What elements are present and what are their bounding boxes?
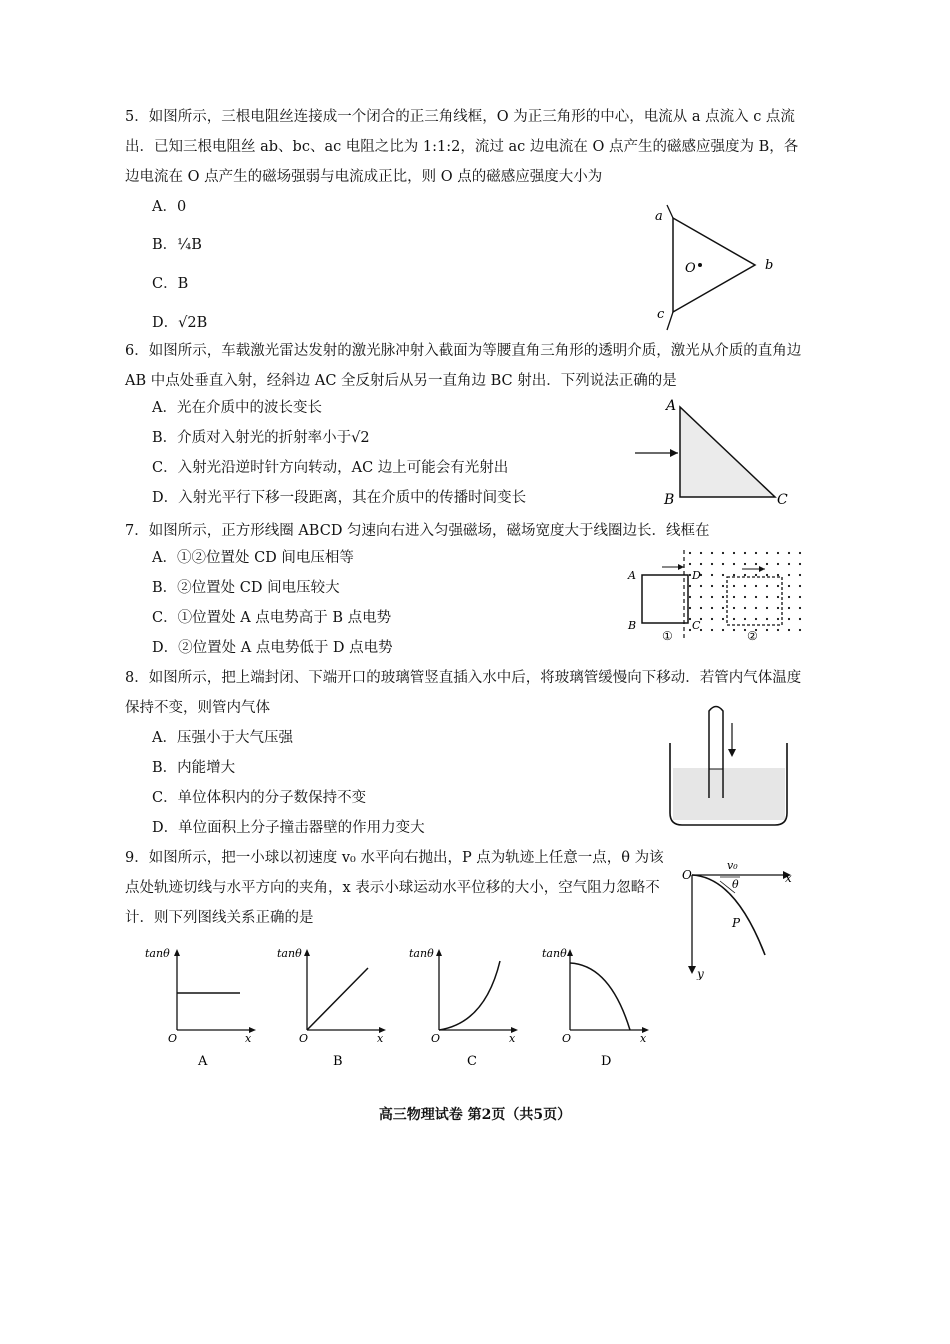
field-dot <box>766 607 768 609</box>
field-dot <box>799 618 801 620</box>
field-dot <box>777 574 779 576</box>
label-a: a <box>655 209 663 224</box>
q5-triangle-figure <box>645 200 785 340</box>
question-9 <box>125 843 670 933</box>
graph-d-letter: D <box>601 1054 612 1069</box>
graph-c-y-arrow-icon <box>436 949 442 956</box>
graph-b-ylabel: tanθ <box>277 947 302 960</box>
graph-d-curve <box>570 963 630 1030</box>
q6-option-a: A．光在介质中的波长变长 <box>152 400 322 416</box>
field-dot <box>722 574 724 576</box>
y-axis-arrow-icon <box>688 966 696 974</box>
page-footer: 高三物理试卷 第2页（共5页） <box>378 1107 572 1123</box>
graph-a-ylabel: tanθ <box>145 947 170 960</box>
field-dot <box>777 629 779 631</box>
label-B: B <box>664 492 675 508</box>
field-dot <box>744 618 746 620</box>
q7-option-a: A．①②位置处 CD 间电压相等 <box>152 550 354 566</box>
field-dot <box>777 585 779 587</box>
question-7 <box>125 516 805 546</box>
label-x: x <box>785 871 792 885</box>
graph-c <box>409 947 518 1069</box>
field-dot <box>689 563 691 565</box>
question-6 <box>125 336 805 396</box>
field-dot <box>711 563 713 565</box>
q6-option-b: B．介质对入射光的折射率小于√2 <box>152 430 370 446</box>
magnetic-field-dots <box>689 552 801 631</box>
label-A: A <box>628 569 636 582</box>
field-dot <box>700 552 702 554</box>
field-dot <box>755 552 757 554</box>
current-in-arrow <box>667 205 673 218</box>
graph-c-xlabel: x <box>509 1032 516 1045</box>
field-dot <box>755 574 757 576</box>
graph-c-curve <box>439 961 500 1030</box>
label-position-2: ② <box>747 629 758 643</box>
field-dot <box>722 618 724 620</box>
graph-d-origin: O <box>562 1032 572 1045</box>
field-dot <box>722 596 724 598</box>
label-B: B <box>628 619 637 632</box>
field-dot <box>799 629 801 631</box>
field-dot <box>766 618 768 620</box>
field-dot <box>766 629 768 631</box>
field-dot <box>755 585 757 587</box>
field-dot <box>733 607 735 609</box>
field-dot <box>722 585 724 587</box>
field-dot <box>744 607 746 609</box>
q8-beaker-figure <box>665 703 795 830</box>
field-dot <box>733 618 735 620</box>
q8-option-a: A．压强小于大气压强 <box>152 730 293 746</box>
label-theta: θ <box>732 878 739 891</box>
field-dot <box>733 563 735 565</box>
label-v0: v₀ <box>727 859 738 872</box>
question-9-stem: 9．如图所示，把一小球以初速度 v₀ 水平向右抛出，P 点为轨迹上任意一点，θ 为该点处轨迹切线与水平方向的夹角，x 表示小球运动水平位移的大小，空气阻力忽略不计．则下列图线关系正确的是 <box>125 850 664 926</box>
field-dot <box>689 607 691 609</box>
field-dot <box>711 552 713 554</box>
field-dot <box>733 629 735 631</box>
field-dot <box>700 607 702 609</box>
q5-option-d: D．√2B <box>152 315 208 331</box>
graph-a-letter: A <box>198 1054 208 1069</box>
q9-answer-graphs <box>140 943 665 1073</box>
field-dot <box>711 618 713 620</box>
coil-position-2 <box>727 577 782 625</box>
q8-option-c: C．单位体积内的分子数保持不变 <box>152 790 367 806</box>
field-dot <box>700 596 702 598</box>
q7-option-c: C．①位置处 A 点电势高于 B 点电势 <box>152 610 392 626</box>
label-position-1: ① <box>662 629 673 643</box>
field-dot <box>799 596 801 598</box>
field-dot <box>744 596 746 598</box>
question-5 <box>125 102 805 192</box>
label-c: c <box>657 307 665 322</box>
center-point <box>698 263 702 267</box>
field-dot <box>733 585 735 587</box>
label-D: D <box>692 569 701 582</box>
field-dot <box>766 596 768 598</box>
field-dot <box>755 607 757 609</box>
field-dot <box>689 574 691 576</box>
field-dot <box>711 585 713 587</box>
question-8-stem: 8．如图所示，把上端封闭、下端开口的玻璃管竖直插入水中后，将玻璃管缓慢向下移动．若管内气体温度保持不变，则管内气体 <box>125 670 802 716</box>
field-dot <box>722 629 724 631</box>
graph-a-xlabel: x <box>245 1032 252 1045</box>
field-dot <box>777 563 779 565</box>
label-P: P <box>732 916 741 930</box>
prism <box>680 407 775 497</box>
down-arrow-icon <box>728 749 736 757</box>
q7-option-b: B．②位置处 CD 间电压较大 <box>152 580 340 596</box>
graph-a <box>145 947 256 1069</box>
field-dot <box>755 563 757 565</box>
graph-c-origin: O <box>431 1032 441 1045</box>
label-o: O <box>685 261 696 276</box>
field-dot <box>744 629 746 631</box>
graph-b-curve <box>307 968 368 1030</box>
graph-d-ylabel: tanθ <box>542 947 567 960</box>
q5-option-b: B．¼B <box>152 237 202 253</box>
field-dot <box>744 552 746 554</box>
field-dot <box>733 574 735 576</box>
field-dot <box>733 552 735 554</box>
label-A: A <box>666 398 677 414</box>
question-6-stem: 6．如图所示，车载激光雷达发射的激光脉冲射入截面为等腰直角三角形的透明介质，激光从介质的直角边 AB 中点处垂直入射，经斜边 AC 全反射后从另一直角边 BC 射出．下列说法正确的是 <box>125 343 802 389</box>
graph-a-y-arrow-icon <box>174 949 180 956</box>
field-dot <box>755 596 757 598</box>
graph-d-xlabel: x <box>640 1032 647 1045</box>
field-dot <box>755 618 757 620</box>
field-dot <box>689 585 691 587</box>
graph-c-ylabel: tanθ <box>409 947 434 960</box>
q8-option-b: B．内能增大 <box>152 760 236 776</box>
field-dot <box>777 618 779 620</box>
label-C: C <box>777 492 788 508</box>
incident-arrow-icon <box>670 449 678 457</box>
field-dot <box>689 618 691 620</box>
field-dot <box>766 563 768 565</box>
field-dot <box>799 563 801 565</box>
graph-d-y-arrow-icon <box>567 949 573 956</box>
field-dot <box>788 596 790 598</box>
field-dot <box>777 596 779 598</box>
field-dot <box>788 552 790 554</box>
q6-option-c: C．入射光沿逆时针方向转动，AC 边上可能会有光射出 <box>152 460 509 476</box>
graph-a-origin: O <box>168 1032 178 1045</box>
field-dot <box>799 552 801 554</box>
graph-c-letter: C <box>467 1054 477 1069</box>
water <box>673 768 785 820</box>
label-y: y <box>697 967 704 980</box>
trajectory <box>692 875 765 955</box>
field-dot <box>733 596 735 598</box>
q6-option-d: D．入射光平行下移一段距离，其在介质中的传播时间变长 <box>152 490 527 506</box>
velocity-arrow-icon <box>678 564 684 570</box>
field-dot <box>788 629 790 631</box>
label-O: O <box>682 868 692 882</box>
graph-b-letter: B <box>333 1054 343 1069</box>
field-dot <box>711 574 713 576</box>
current-out-arrow <box>667 312 673 330</box>
field-dot <box>788 563 790 565</box>
field-dot <box>689 552 691 554</box>
field-dot <box>777 552 779 554</box>
graph-b <box>277 947 386 1069</box>
field-dot <box>711 607 713 609</box>
field-dot <box>744 585 746 587</box>
field-dot <box>799 574 801 576</box>
question-7-stem: 7．如图所示，正方形线圈 ABCD 匀速向右进入匀强磁场，磁场宽度大于线圈边长．线框在 <box>125 523 710 539</box>
field-dot <box>744 563 746 565</box>
field-dot <box>711 629 713 631</box>
field-dot <box>689 596 691 598</box>
question-5-stem: 5．如图所示，三根电阻丝连接成一个闭合的正三角线框，O 为正三角形的中心，电流从 a 点流入 c 点流出．已知三根电阻丝 ab、bc、ac 电阻之比为 1:1:2，流过 ac 边电流在 O 点产生的磁感应强度为 B，各边电流在 O 点产生的磁场强弱与电流成正比，则 O 点的磁感应强度大小为 <box>125 109 799 185</box>
field-dot <box>777 607 779 609</box>
field-dot <box>788 618 790 620</box>
field-dot <box>722 607 724 609</box>
field-dot <box>799 607 801 609</box>
field-dot <box>788 585 790 587</box>
label-b: b <box>765 258 774 273</box>
label-C: C <box>692 619 701 632</box>
field-dot <box>689 629 691 631</box>
field-dot <box>788 607 790 609</box>
field-dot <box>711 596 713 598</box>
field-dot <box>799 585 801 587</box>
field-dot <box>744 574 746 576</box>
graph-b-origin: O <box>299 1032 309 1045</box>
coil-position-1 <box>642 575 688 623</box>
field-dot <box>766 585 768 587</box>
graph-b-xlabel: x <box>377 1032 384 1045</box>
field-dot <box>700 563 702 565</box>
q6-prism-figure <box>630 395 800 510</box>
field-dot <box>700 585 702 587</box>
field-dot <box>722 563 724 565</box>
field-dot <box>722 552 724 554</box>
field-dot <box>788 574 790 576</box>
q5-option-c: C．B <box>152 276 189 292</box>
graph-b-y-arrow-icon <box>304 949 310 956</box>
q7-option-d: D．②位置处 A 点电势低于 D 点电势 <box>152 640 393 656</box>
field-dot <box>766 574 768 576</box>
q5-option-a: A．0 <box>152 199 187 215</box>
q7-coil-figure <box>622 545 807 645</box>
field-dot <box>766 552 768 554</box>
graph-d <box>542 947 649 1069</box>
q8-option-d: D．单位面积上分子撞击器壁的作用力变大 <box>152 820 425 836</box>
q9-trajectory-figure <box>675 855 800 980</box>
